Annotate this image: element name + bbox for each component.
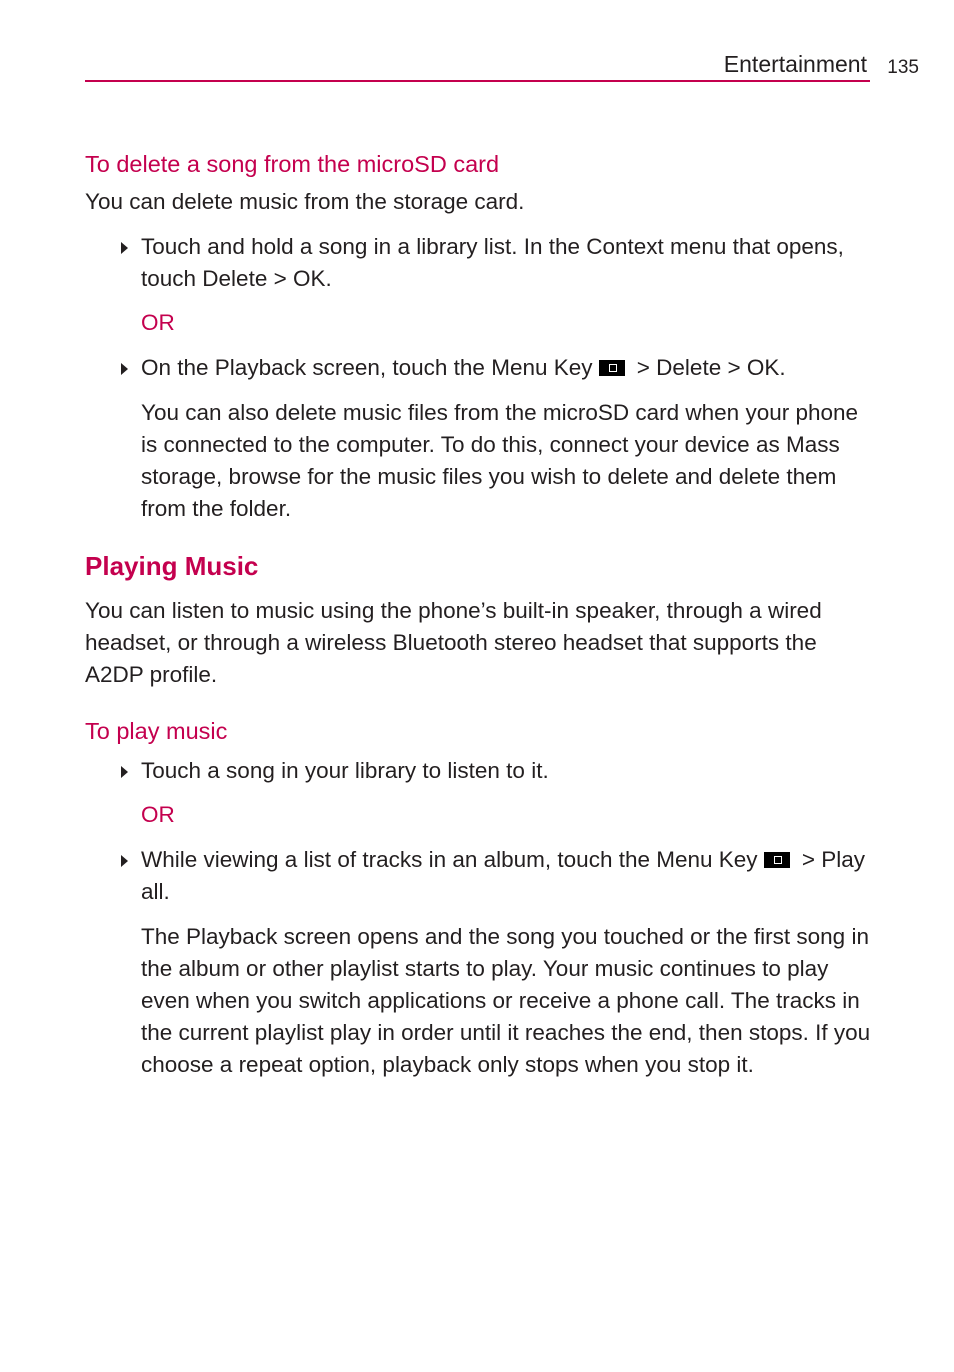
or-separator: OR [141, 802, 175, 827]
playing-music-title: Playing Music [85, 551, 259, 581]
delete-bullet-2: On the Playback screen, touch the Menu Key > Delete > OK. [85, 352, 875, 384]
play-all-label: Play all [141, 847, 865, 904]
delete-bullet-1: Touch and hold a song in a library list. In the Context menu that opens, touch Delete > OK. [85, 231, 875, 295]
playing-music-intro: You can listen to music using the phone’s built-in speaker, through a wired headset, or through a wireless Bluetooth stereo headset that supports the A2DP profile. [85, 598, 822, 687]
ok-label: OK [293, 266, 326, 291]
delete-song-heading: To delete a song from the microSD card [85, 151, 500, 177]
play-music-heading: To play music [85, 718, 228, 744]
or-separator: OR [141, 310, 175, 335]
menu-key-icon [599, 360, 625, 376]
play-bullet-2: While viewing a list of tracks in an album, touch the Menu Key > Play all. [85, 844, 875, 908]
page-number: 135 [887, 57, 919, 78]
bullet-arrow-icon [121, 855, 128, 867]
play-bullet-1: Touch a song in your library to listen to it. [85, 755, 875, 787]
header-rule [85, 80, 870, 82]
bullet-arrow-icon [121, 242, 128, 254]
delete-song-intro: You can delete music from the storage card. [85, 189, 525, 214]
menu-key-label: Menu Key [491, 355, 593, 380]
page-content [85, 148, 875, 1081]
delete-label: Delete [202, 266, 268, 291]
page-header [85, 50, 921, 84]
bullet-arrow-icon [121, 766, 128, 778]
delete-note: You can also delete music files from the microSD card when your phone is connected to the computer. To do this, connect your device as Mass storage, browse for the music files you wish to delete and delete them from the folder. [141, 400, 859, 521]
header-section-title: Entertainment [723, 51, 867, 77]
ok-label: OK [746, 355, 780, 380]
menu-key-icon [764, 852, 790, 868]
delete-label: Delete [656, 355, 722, 380]
play-note: The Playback screen opens and the song you touched or the first song in the album or other playlist starts to play. Your music continues to play even when you switch applications or receive a phone call. The tracks in the current playlist play in order until it reaches the end, then stops. If you choose a repeat option, playback only stops when you stop it. [141, 924, 871, 1077]
bullet-arrow-icon [121, 363, 128, 375]
menu-key-label: Menu Key [656, 847, 758, 872]
